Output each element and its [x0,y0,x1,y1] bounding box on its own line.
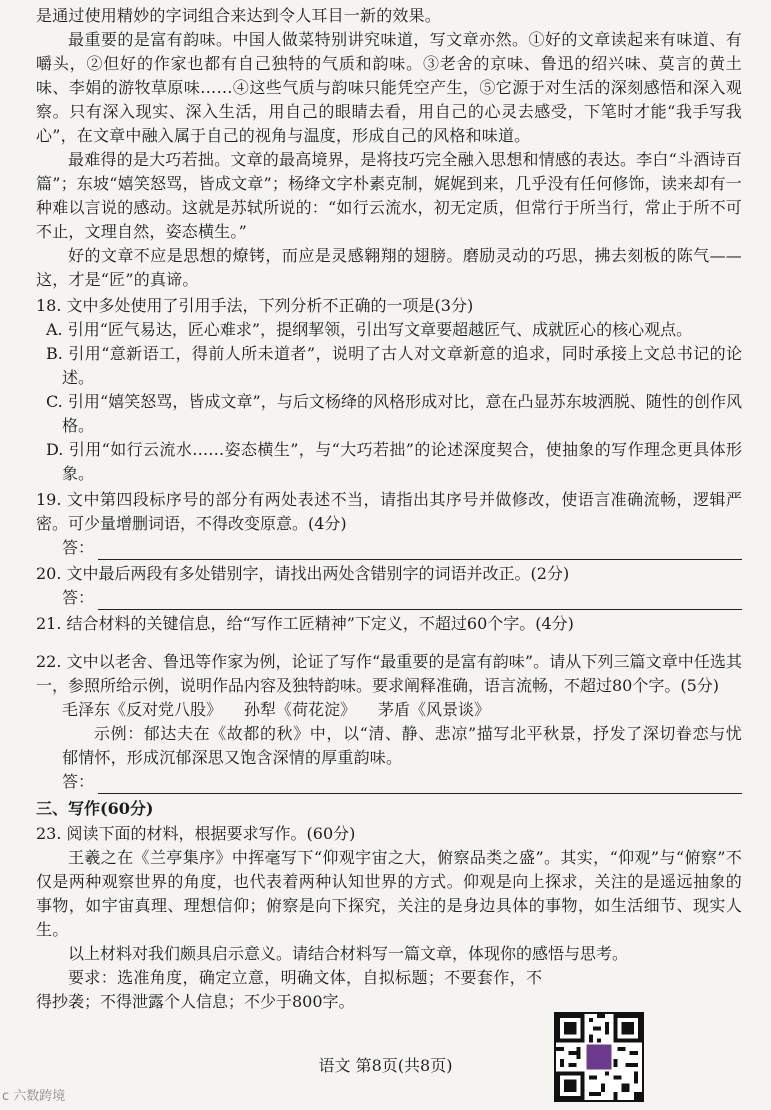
passage-paragraph: 最难得的是大巧若拙。文章的最高境界，是将技巧完全融入思想和情感的表达。李白“斗酒诗百篇”；东坡“嬉笑怒骂，皆成文章”；杨绛文字朴素克制，娓娓到来，几乎没有任何修饰，读来却有一种难以言说的感动。这就是苏轼所说的：“如行云流水，初无定质，但常行于所当行，常止于所不可不止，文理自然，姿态横生。” [36,150,742,241]
q20-answer-line[interactable] [36,586,742,610]
question-21-stem: 21. 结合材料的关键信息，给“写作工匠精神”下定义，不超过60个字。(4分) [36,614,574,633]
question-18-stem: 18. 文中多处使用了引用手法，下列分析不正确的一项是(3分) [36,296,474,315]
question-19-stem: 19. 文中第四段标序号的部分有两处表述不当，请指出其序号并做修改，使语言准确流畅，逻辑严密。可少量增删词语，不得改变原意。(4分) [36,490,742,533]
book-title: 孙犁《荷花淀》 [244,700,357,719]
q23-prompt: 以上材料对我们颇具启示意义。请结合材料写一篇文章，体现你的感悟与思考。 [68,944,629,963]
q22-book-list [36,698,742,722]
q18-option-b: B. 引用“意新语工，得前人所未道者”，说明了古人对文章新意的追求，同时承接上文总书记的论述。 [46,344,742,387]
section-heading: 三、写作(60分) [36,799,154,818]
passage-paragraph: 最重要的是富有韵味。中国人做菜特别讲究味道，写文章亦然。①好的文章读起来有味道、有嚼头，②但好的作家也都有自己独特的气质和韵味。③老舍的京味、鲁迅的绍兴味、莫言的黄土味、李娟的游牧草原味……④这些气质与韵味只能凭空产生，⑤它源于对生活的深刻感悟和深入观察。只有深入现实、深入生活，用自己的眼睛去看，用自己的心灵去感受，下笔时才能“我手写我心”，在文章中融入属于自己的视角与温度，形成自己的风格和味道。 [36,30,742,145]
answer-label: 答： [62,772,95,791]
book-title: 茅盾《风景谈》 [378,700,491,719]
answer-label: 答： [62,588,95,607]
q23-material: 王羲之在《兰亭集序》中挥毫写下“仰观宇宙之大，俯察品类之盛”。其实，“仰观”与“俯察”不仅是两种观察世界的角度，也代表着两种认知世界的方式。仰观是向上探求，关注的是遥远抽象的事物，如宇宙真理、理想信仰；俯察是向下探究，关注的是身边具体的事物，如生活细节、现实人生。 [36,848,742,939]
q18-option-d: D. 引用“如行云流水……姿态横生”，与“大巧若拙”的论述深度契合，使抽象的写作理念更具体形象。 [46,440,742,483]
page-content [36,4,742,1014]
page-footer: 语文 第8页(共8页) [318,1056,453,1075]
answer-label: 答： [62,538,95,557]
book-title: 毛泽东《反对党八股》 [62,700,223,719]
passage-paragraph: 是通过使用精妙的字词组合来达到令人耳目一新的效果。 [36,6,442,25]
question-22-stem: 22. 文中以老舍、鲁迅等作家为例，论证了写作“最重要的是富有韵味”。请从下列三篇文章中任选其一，参照所给示例，说明作品内容及独特韵味。要求阐释准确，语言流畅，不超过80个字。(5分) [36,652,742,695]
q18-option-a: A. 引用“匠气易达，匠心难求”，提纲挈领，引出写文章要超越匠气、成就匠心的核心观点。 [46,320,693,339]
question-23-stem: 23. 阅读下面的材料，根据要求写作。(60分) [36,824,356,843]
q22-answer-line[interactable] [36,770,742,794]
q18-option-c: C. 引用“嬉笑怒骂，皆成文章”，与后文杨绛的风格形成对比，意在凸显苏东坡洒脱、随性的创作风格。 [46,392,742,435]
q19-answer-line[interactable] [36,536,742,560]
question-20-stem: 20. 文中最后两段有多处错别字，请找出两处含错别字的词语并改正。(2分) [36,564,570,583]
q22-example: 示例：郁达夫在《故都的秋》中，以“清、静、悲凉”描写北平秋景，抒发了深切眷恋与忧郁情怀，形成沉郁深思又饱含深情的厚重韵味。 [62,724,742,767]
watermark: c 六数跨境 [2,1089,66,1104]
q23-requirements: 要求：选准角度，确定立意，明确文体，自拟标题；不要套作，不得抄袭；不得泄露个人信息；不少于800字。 [36,968,542,1011]
passage-paragraph: 好的文章不应是思想的燎铐，而应是灵感翱翔的翅膀。磨励灵动的巧思，拂去刻板的陈气——这，才是“匠”的真谛。 [36,246,742,289]
